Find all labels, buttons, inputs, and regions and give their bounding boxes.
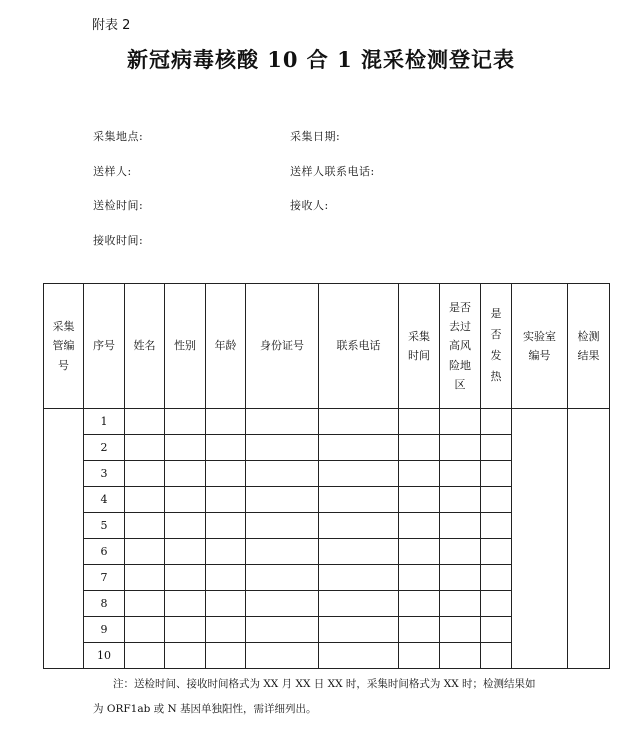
header-fever: 是否发热 <box>481 284 512 409</box>
fever-cell[interactable] <box>481 487 512 513</box>
name-cell[interactable] <box>125 643 165 669</box>
header-result: 检测结果 <box>568 284 610 409</box>
name-cell[interactable] <box>125 513 165 539</box>
tube-number-cell[interactable] <box>44 409 84 669</box>
high-risk-cell[interactable] <box>440 409 481 435</box>
id-number-cell[interactable] <box>246 565 319 591</box>
header-high-risk: 是否去过高风险地区 <box>440 284 481 409</box>
seq-cell: 1 <box>84 409 125 435</box>
id-number-cell[interactable] <box>246 539 319 565</box>
collect-location-field: 采集地点: <box>93 130 144 143</box>
fever-cell[interactable] <box>481 565 512 591</box>
collect-time-cell[interactable] <box>399 591 440 617</box>
seq-cell: 6 <box>84 539 125 565</box>
gender-cell[interactable] <box>165 617 206 643</box>
id-number-cell[interactable] <box>246 617 319 643</box>
lab-number-cell[interactable] <box>512 409 568 669</box>
footnote-line-2: 为 ORF1ab 或 N 基因单独阳性，需详细列出。 <box>93 703 317 715</box>
name-cell[interactable] <box>125 487 165 513</box>
phone-cell[interactable] <box>319 591 399 617</box>
collect-date-field: 采集日期: <box>290 130 341 143</box>
header-id-number: 身份证号 <box>246 284 319 409</box>
sender-phone-field: 送样人联系电话: <box>290 165 375 178</box>
phone-cell[interactable] <box>319 435 399 461</box>
id-number-cell[interactable] <box>246 461 319 487</box>
name-cell[interactable] <box>125 617 165 643</box>
seq-cell: 8 <box>84 591 125 617</box>
id-number-cell[interactable] <box>246 487 319 513</box>
form-title: 新冠病毒核酸 10 合 1 混采检测登记表 <box>126 47 516 72</box>
high-risk-cell[interactable] <box>440 643 481 669</box>
header-phone: 联系电话 <box>319 284 399 409</box>
seq-cell: 10 <box>84 643 125 669</box>
high-risk-cell[interactable] <box>440 539 481 565</box>
fever-cell[interactable] <box>481 617 512 643</box>
age-cell[interactable] <box>206 617 246 643</box>
age-cell[interactable] <box>206 539 246 565</box>
registration-table <box>43 283 610 669</box>
collect-time-cell[interactable] <box>399 435 440 461</box>
high-risk-cell[interactable] <box>440 565 481 591</box>
name-cell[interactable] <box>125 435 165 461</box>
phone-cell[interactable] <box>319 643 399 669</box>
phone-cell[interactable] <box>319 409 399 435</box>
name-cell[interactable] <box>125 591 165 617</box>
gender-cell[interactable] <box>165 435 206 461</box>
seq-cell: 5 <box>84 513 125 539</box>
gender-cell[interactable] <box>165 539 206 565</box>
header-name: 姓名 <box>125 284 165 409</box>
id-number-cell[interactable] <box>246 513 319 539</box>
id-number-cell[interactable] <box>246 435 319 461</box>
age-cell[interactable] <box>206 513 246 539</box>
seq-cell: 2 <box>84 435 125 461</box>
header-seq: 序号 <box>84 284 125 409</box>
name-cell[interactable] <box>125 409 165 435</box>
collect-time-cell[interactable] <box>399 565 440 591</box>
collect-time-cell[interactable] <box>399 539 440 565</box>
phone-cell[interactable] <box>319 565 399 591</box>
seq-cell: 4 <box>84 487 125 513</box>
phone-cell[interactable] <box>319 513 399 539</box>
header-tube-number: 采集管编号 <box>44 284 84 409</box>
send-time-field: 送检时间: <box>93 199 144 212</box>
receiver-field: 接收人: <box>290 199 329 212</box>
fever-cell[interactable] <box>481 539 512 565</box>
high-risk-cell[interactable] <box>440 591 481 617</box>
gender-cell[interactable] <box>165 591 206 617</box>
gender-cell[interactable] <box>165 487 206 513</box>
header-age: 年龄 <box>206 284 246 409</box>
table-header <box>44 284 610 409</box>
high-risk-cell[interactable] <box>440 461 481 487</box>
high-risk-cell[interactable] <box>440 487 481 513</box>
id-number-cell[interactable] <box>246 409 319 435</box>
phone-cell[interactable] <box>319 617 399 643</box>
age-cell[interactable] <box>206 435 246 461</box>
result-cell[interactable] <box>568 409 610 669</box>
collect-time-cell[interactable] <box>399 461 440 487</box>
seq-cell: 9 <box>84 617 125 643</box>
collect-time-cell[interactable] <box>399 617 440 643</box>
id-number-cell[interactable] <box>246 643 319 669</box>
phone-cell[interactable] <box>319 487 399 513</box>
name-cell[interactable] <box>125 461 165 487</box>
high-risk-cell[interactable] <box>440 617 481 643</box>
high-risk-cell[interactable] <box>440 435 481 461</box>
name-cell[interactable] <box>125 565 165 591</box>
fever-cell[interactable] <box>481 513 512 539</box>
seq-cell: 7 <box>84 565 125 591</box>
fever-cell[interactable] <box>481 591 512 617</box>
phone-cell[interactable] <box>319 539 399 565</box>
seq-cell: 3 <box>84 461 125 487</box>
header-lab-number: 实验室编号 <box>512 284 568 409</box>
age-cell[interactable] <box>206 461 246 487</box>
footnote-line-1: 注：送检时间、接收时间格式为 XX 月 XX 日 XX 时，采集时间格式为 XX 时；检测结果如 <box>113 678 536 690</box>
fever-cell[interactable] <box>481 643 512 669</box>
age-cell[interactable] <box>206 643 246 669</box>
fever-cell[interactable] <box>481 409 512 435</box>
gender-cell[interactable] <box>165 565 206 591</box>
age-cell[interactable] <box>206 565 246 591</box>
footnote <box>93 672 593 722</box>
age-cell[interactable] <box>206 409 246 435</box>
fever-cell[interactable] <box>481 461 512 487</box>
fever-cell[interactable] <box>481 435 512 461</box>
sender-field: 送样人: <box>93 165 132 178</box>
collect-time-cell[interactable] <box>399 409 440 435</box>
name-cell[interactable] <box>125 539 165 565</box>
phone-cell[interactable] <box>319 461 399 487</box>
header-gender: 性别 <box>165 284 206 409</box>
collect-time-cell[interactable] <box>399 643 440 669</box>
gender-cell[interactable] <box>165 409 206 435</box>
receive-time-field: 接收时间: <box>93 234 144 247</box>
id-number-cell[interactable] <box>246 591 319 617</box>
gender-cell[interactable] <box>165 461 206 487</box>
appendix-label: 附表 2 <box>92 18 131 33</box>
age-cell[interactable] <box>206 591 246 617</box>
gender-cell[interactable] <box>165 513 206 539</box>
table-row <box>44 409 610 435</box>
high-risk-cell[interactable] <box>440 513 481 539</box>
header-collect-time: 采集时间 <box>399 284 440 409</box>
collect-time-cell[interactable] <box>399 513 440 539</box>
gender-cell[interactable] <box>165 643 206 669</box>
age-cell[interactable] <box>206 487 246 513</box>
collect-time-cell[interactable] <box>399 487 440 513</box>
